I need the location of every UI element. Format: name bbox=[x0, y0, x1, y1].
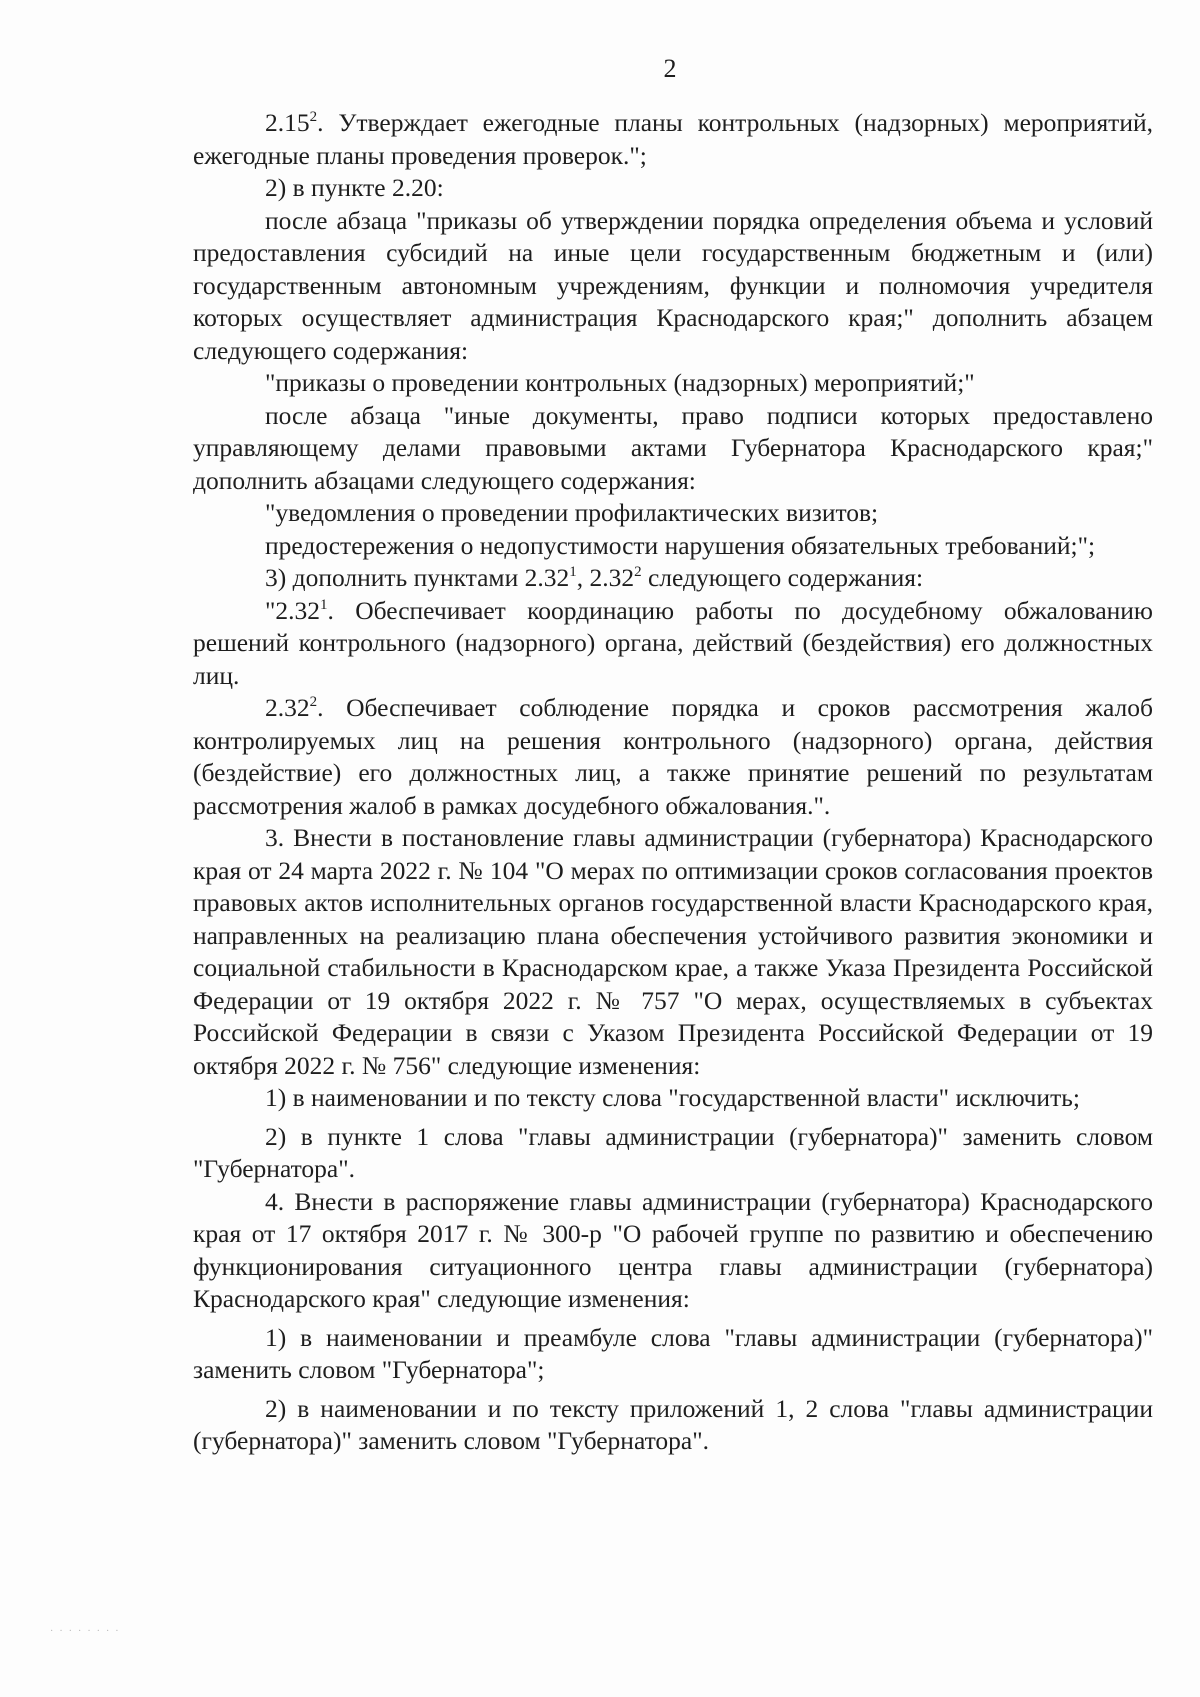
paragraph-item-3 bbox=[193, 562, 1153, 595]
paragraph-2-32-1 bbox=[193, 595, 1153, 693]
paragraph-after-documents: после абзаца "иные документы, право подписи которых предоставлено управляющему делами правовыми актами Губернатора Краснодарского края;" дополнить абзацами следующего содержания: bbox=[193, 400, 1153, 495]
paragraph-text: , 2.32 bbox=[576, 563, 635, 592]
paragraph-section-4-item-1: 1) в наименовании и преамбуле слова "главы администрации (губернатора)" заменить словом "Губернатора"; bbox=[193, 1322, 1153, 1384]
paragraph-text: . Утверждает ежегодные планы контрольных (надзорных) мероприятий, ежегодные планы проведения проверок."; bbox=[193, 108, 1153, 170]
scan-artifact: ········ bbox=[50, 1626, 125, 1637]
paragraph-text: . Обеспечивает координацию работы по досудебному обжалованию решений контрольного (надзорного) органа, действий (бездействия) его должностных лиц. bbox=[193, 595, 1153, 690]
paragraph-notifications: "уведомления о проведении профилактических визитов; bbox=[265, 498, 879, 527]
clause-number: "2.32 bbox=[265, 595, 321, 625]
paragraph-2-15-2 bbox=[193, 107, 1153, 172]
paragraph-section-4-item-2: 2) в наименовании и по тексту приложений 1, 2 слова "главы администрации (губернатора)" заменить словом "Губернатора". bbox=[193, 1393, 1153, 1455]
paragraph-text: следующего содержания: bbox=[641, 563, 924, 592]
paragraph-text: 3) дополнить пунктами 2.32 bbox=[265, 563, 570, 592]
superscript: 1 bbox=[569, 564, 577, 580]
superscript: 1 bbox=[320, 596, 328, 613]
paragraph-section-4: 4. Внести в распоряжение главы администрации (губернатора) Краснодарского края от 17 октября 2017 г. № 300-р "О рабочей группе по развитию и обеспечению функционирования ситуационного центра главы администрации (губернатора) Краснодарского края" следующие изменения: bbox=[193, 1186, 1153, 1313]
paragraph-section-3-item-2: 2) в пункте 1 слова "главы администрации (губернатора)" заменить словом "Губернатора". bbox=[193, 1121, 1153, 1183]
paragraph-warnings: предостережения о недопустимости нарушения обязательных требований;"; bbox=[265, 530, 1096, 560]
paragraph-section-3-item-1: 1) в наименовании и по тексту слова "государственной власти" исключить; bbox=[265, 1083, 1080, 1112]
superscript: 2 bbox=[309, 694, 318, 710]
clause-number: 2.32 bbox=[265, 693, 310, 722]
paragraph-after-subsidies: после абзаца "приказы об утверждении порядка определения объема и условий предоставления субсидий на иные цели государственным бюджетным и (или) государственным автономным учреждениям, функции и полномочия учредителя которых осуществляет администрация Краснодарского края;" дополнить абзацем следующего содержания: bbox=[193, 205, 1153, 365]
paragraph-text: . Обеспечивает соблюдение порядка и сроков рассмотрения жалоб контролируемых лиц на решения контрольного (надзорного) органа, действия (бездействие) его должностных лиц, а также принятие решений по результатам рассмотрения жалоб в рамках досудебного обжалования.". bbox=[193, 693, 1153, 820]
paragraph-section-3: 3. Внести в постановление главы администрации (губернатора) Краснодарского края от 24 марта 2022 г. № 104 "О мерах по оптимизации сроков согласования проектов правовых актов исполнительных органов государственной власти Краснодарского края, направленных на реализацию плана обеспечения устойчивого развития экономики и социальной стабильности в Краснодарском крае, а также Указа Президента Российской Федерации от 19 октября 2022 г. № 757 "О мерах, осуществляемых в субъектах Российской Федерации в связи с Указом Президента Российской Федерации от 19 октября 2022 г. № 756" следующие изменения: bbox=[193, 823, 1153, 1080]
clause-number: 2.15 bbox=[265, 108, 310, 137]
paragraph-2-32-2 bbox=[193, 692, 1153, 822]
superscript: 2 bbox=[309, 109, 318, 125]
document-body bbox=[193, 107, 1153, 1458]
superscript: 2 bbox=[634, 564, 642, 580]
paragraph-item-2: 2) в пункте 2.20: bbox=[265, 173, 444, 202]
paragraph-orders-control: "приказы о проведении контрольных (надзорных) мероприятий;" bbox=[265, 368, 975, 397]
page-number: 2 bbox=[663, 54, 677, 83]
